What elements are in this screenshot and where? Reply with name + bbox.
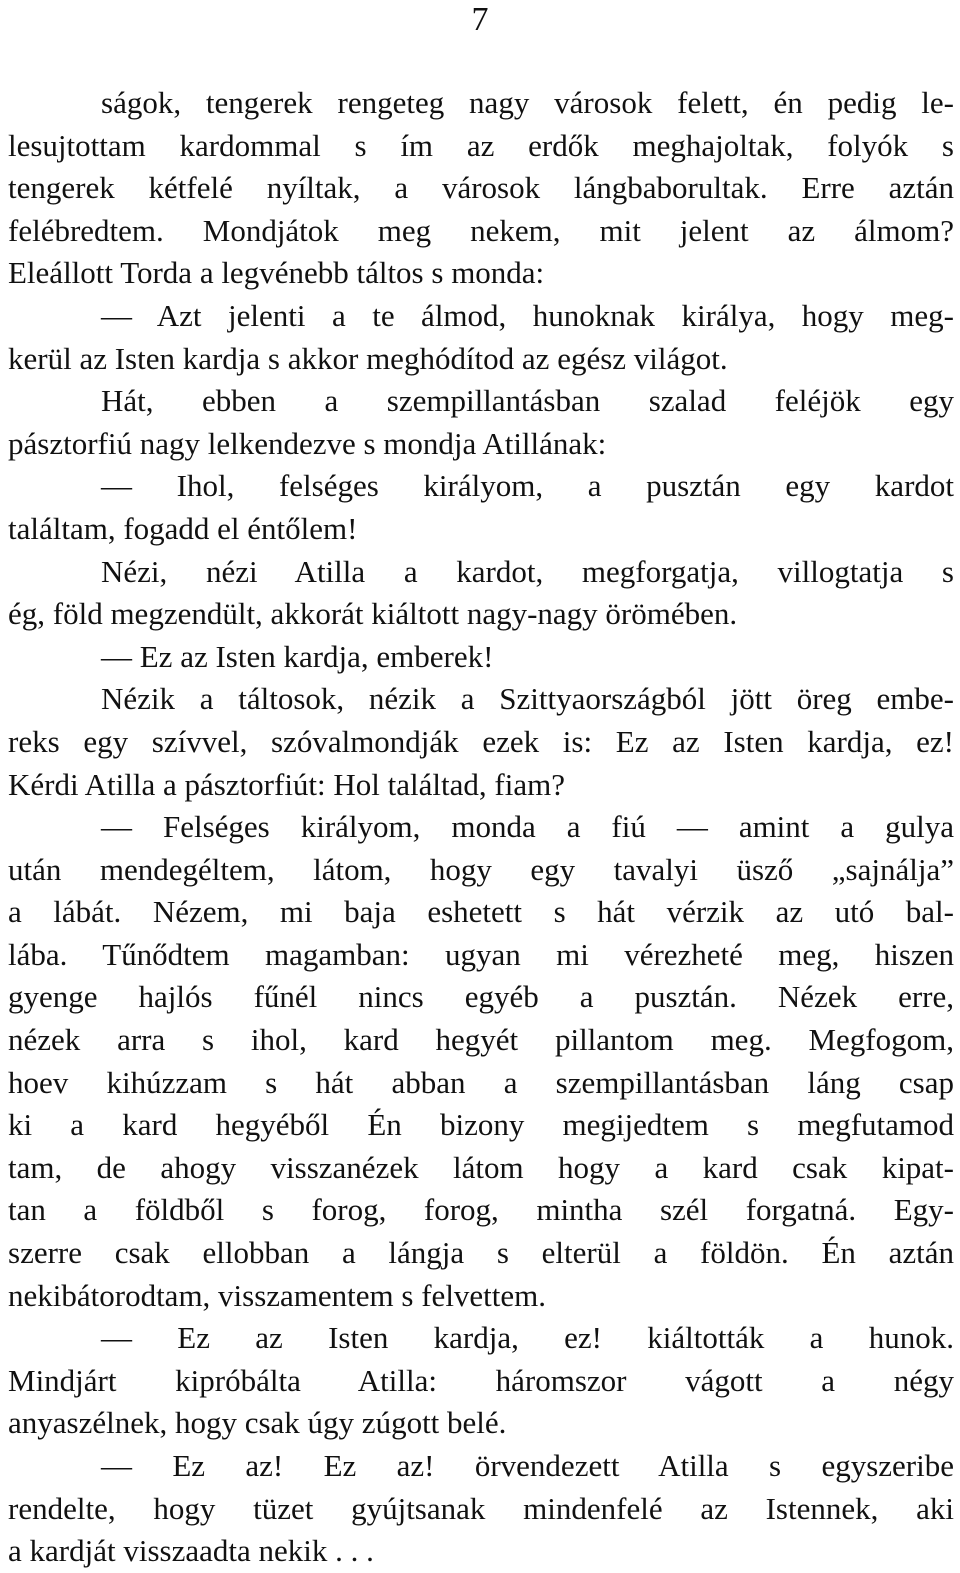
- text-line: ég, föld megzendült, akkorát kiáltott nagy-nagy örömében.: [8, 596, 738, 632]
- text-line: kerül az Isten kardja s akkor meghódítod az egész világot.: [8, 340, 728, 376]
- text-line: tam, de ahogy visszanézek látom hogy a kard csak kipat-: [8, 1149, 954, 1185]
- text-line: ságok, tengerek rengeteg nagy városok felett, én pedig le-: [101, 85, 954, 120]
- text-line: Nézik a táltosok, nézik a Szittyaországból jött öreg embe-: [101, 681, 954, 717]
- text-line: tengerek kétfelé nyíltak, a városok lángbaborultak. Erre aztán: [8, 170, 954, 206]
- text-line: Nézi, nézi Atilla a kardot, megforgatja, villogtatja s: [101, 553, 954, 589]
- text-line: — Ez az Isten kardja, ez! kiáltották a hunok.: [101, 1320, 954, 1356]
- text-line: Eleállott Torda a legvénebb táltos s monda:: [8, 255, 545, 291]
- text-line: — Azt jelenti a te álmod, hunoknak királya, hogy meg-: [101, 297, 954, 333]
- text-line: gyenge hajlós fűnél nincs egyéb a pusztán. Nézek erre,: [8, 979, 954, 1015]
- text-line: nekibátorodtam, visszamentem s felvettem.: [8, 1277, 547, 1313]
- text-line: pásztorfiú nagy lelkendezve s mondja Atillának:: [8, 425, 607, 461]
- text-line: tan a földből s forog, forog, mintha szél forgatná. Egy-: [8, 1192, 954, 1228]
- text-line: nézek arra s ihol, kard hegyét pillantom meg. Megfogom,: [8, 1022, 954, 1058]
- text-line: a lábát. Nézem, mi baja eshetett s hát vérzik az utó bal-: [8, 894, 954, 930]
- text-line: Hát, ebben a szempillantásban szalad feléjök egy: [101, 383, 954, 419]
- text-line: a kardját visszaadta nekik . . .: [8, 1533, 374, 1569]
- text-line: — Ihol, felséges királyom, a pusztán egy kardot: [101, 468, 954, 504]
- text-line: Mindjárt kipróbálta Atilla: háromszor vágott a négy: [8, 1362, 954, 1398]
- text-line: rendelte, hogy tüzet gyújtsanak mindenfelé az Istennek, aki: [8, 1490, 954, 1526]
- text-line: lába. Tűnődtem magamban: ugyan mi vérezheté meg, hiszen: [8, 936, 954, 972]
- text-line: találtam, fogadd el éntőlem!: [8, 510, 358, 546]
- text-line: — Felséges királyom, monda a fiú — amint a gulya: [101, 809, 954, 845]
- text-line: felébredtem. Mondjátok meg nekem, mit jelent az álmom?: [8, 212, 954, 248]
- text-line: lesujtottam kardommal s ím az erdők meghajoltak, folyók s: [8, 127, 954, 163]
- text-line: ki a kard hegyéből Én bizony megijedtem s megfutamod: [8, 1107, 954, 1143]
- text-line: Kérdi Atilla a pásztorfiút: Hol találtad, fiam?: [8, 766, 565, 802]
- text-line: — Ez az Isten kardja, emberek!: [101, 638, 494, 674]
- text-line: hoev kihúzzam s hát abban a szempillantásban láng csap: [8, 1064, 954, 1100]
- body-text: [8, 82, 954, 1573]
- text-line: szerre csak ellobban a lángja s elterül a földön. Én aztán: [8, 1235, 954, 1271]
- text-line: reks egy szívvel, szóvalmondják ezek is: Ez az Isten kardja, ez!: [8, 723, 954, 759]
- page-number: 7: [471, 1, 489, 38]
- text-line: — Ez az! Ez az! örvendezett Atilla s egyszeribe: [101, 1448, 954, 1483]
- text-line: után mendegéltem, látom, hogy egy tavalyi üsző „sajnálja”: [8, 851, 954, 887]
- text-line: anyaszélnek, hogy csak úgy zúgott belé.: [8, 1405, 507, 1441]
